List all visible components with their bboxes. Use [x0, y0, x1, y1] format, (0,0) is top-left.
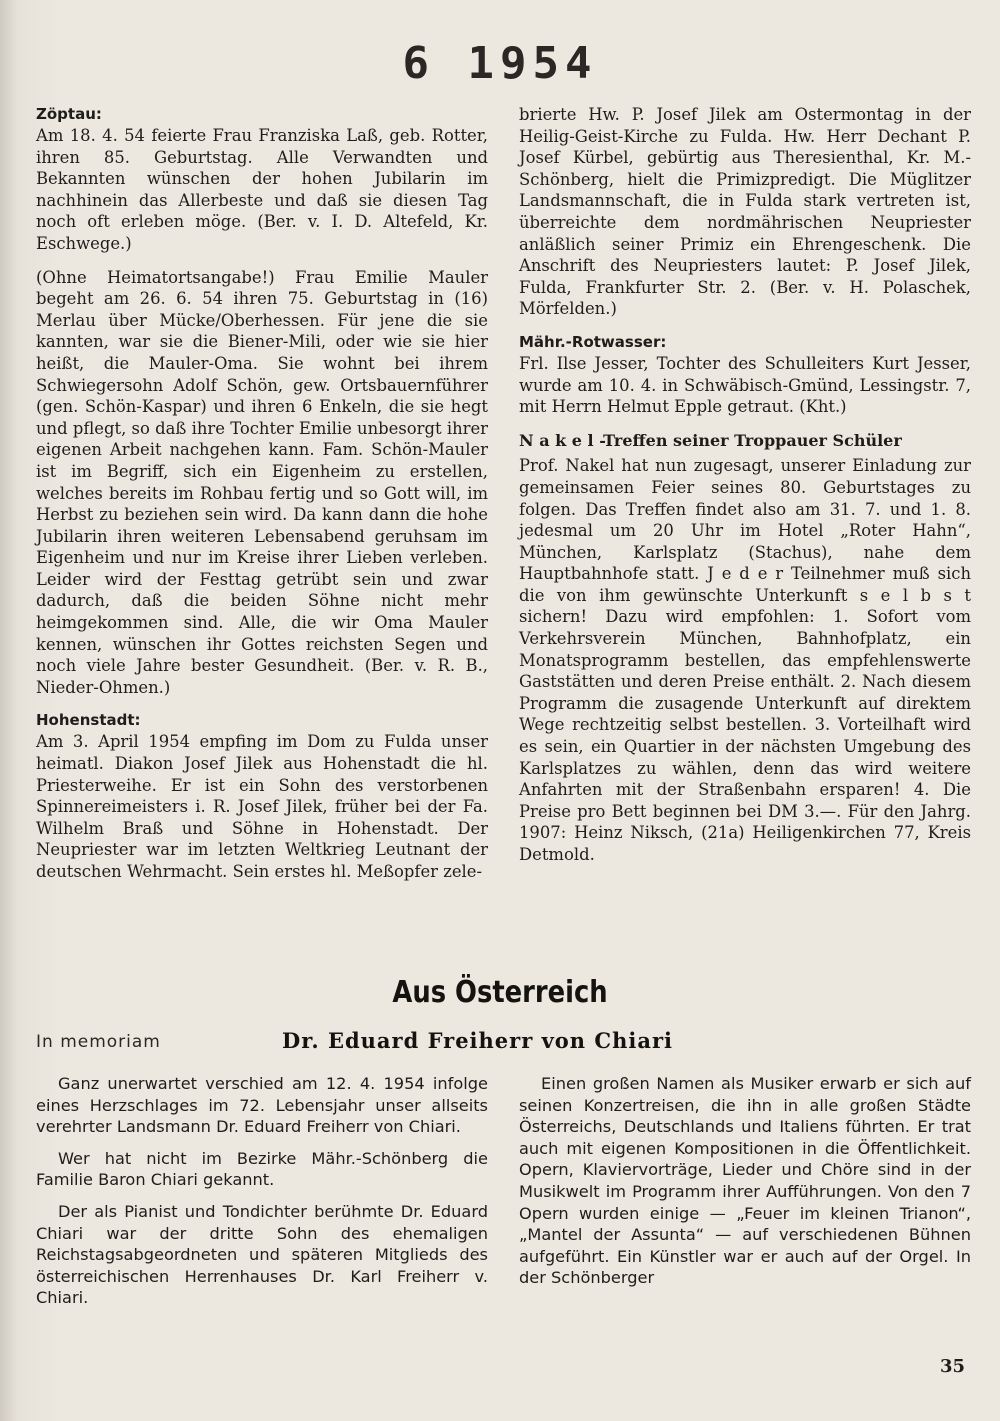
heading-nakel-treffen: N a k e l -Treffen seiner Troppauer Schüler	[519, 430, 902, 450]
left-column-bottom	[36, 1073, 488, 1319]
heading-rotwasser: Mähr.-Rotwasser:	[519, 332, 667, 351]
in-memoriam-label: In memoriam	[36, 1032, 161, 1052]
issue-number: 6 1954	[402, 38, 598, 89]
paragraph-mauler: (Ohne Heimatortsangabe!) Frau Emilie Mauler begeht am 26. 6. 54 ihren 75. Geburtstag in (16) Merlau über Mücke/Oberhessen. Für jene die sie kannten, war sie die Biener-Mili, oder wie sie hier heißt, die Mauler-Oma. Sie wohnt bei ihrem Schwiegersohn Adolf Schön, gew. Ortsbauernführer (gen. Schön-Kaspar) und ihren 6 Enkeln, die sie hegt und pflegt, so daß ihre Tochter Emilie unbesorgt ihrer eigenen Arbeit nachgehen kann. Fam. Schön-Mauler ist im Begriff, sich ein Eigenheim zu erstellen, welches bereits im Rohbau fertig und so Gott will, im Herbst zu beziehen sein wird. Da kann dann die hohe Jubilarin ihren weiteren Lebensabend geruhsam im Eigenheim und nur im Kreise ihrer Lieben verleben. Leider wird der Festtag getrübt sein und zwar dadurch, daß die beiden Söhne nicht mehr heimgekommen sind. Alle, die wir Oma Mauler kennen, wünschen ihr Gottes reichsten Segen und noch viele Jahre bester Gesundheit. (Ber. v. R. B., Nieder-Ohmen.)	[36, 267, 488, 697]
obit-paragraph-2: Wer hat nicht im Bezirke Mähr.-Schönberg die Familie Baron Chiari gekannt.	[36, 1148, 488, 1190]
left-column-top	[36, 104, 488, 895]
paragraph-jilek: Am 3. April 1954 empfing im Dom zu Fulda unser heimatl. Diakon Josef Jilek aus Hohenstadt die hl. Priesterweihe. Er ist ein Sohn des verstorbenen Spinnereimeisters i. R. Josef Jilek, früher bei der Fa. Wilhelm Braß und Söhne in Hohenstadt. Der Neupriester war im letzten Weltkrieg Leutnant der deutschen Wehrmacht. Sein erstes hl. Meßopfer zele-	[36, 732, 488, 881]
obituary-title: Dr. Eduard Freiherr von Chiari	[282, 1028, 673, 1053]
paragraph-nakel: Prof. Nakel hat nun zugesagt, unserer Einladung zur gemeinsamen Feier seines 80. Geburtstages zu folgen. Das Treffen findet also am 31. 7. und 1. 8. jedesmal um 20 Uhr im Hotel „Roter Hahn“, München, Karlsplatz (Stachus), nahe dem Hauptbahnhofe statt. J e d e r Teilnehmer muß sich die von ihm gewünschte Unterkunft s e l b s t sichern! Dazu wird empfohlen: 1. Sofort vom Verkehrsverein München, Bahnhofplatz, ein Monatsprogramm bestellen, das empfehlenswerte Gaststätten und deren Preise enthält. 2. Nach diesem Programm die zusagende Unterkunft auf direktem Wege rechtzeitig selbst bestellen. 3. Vorteilhaft wird es sein, ein Quartier in der nächsten Umgebung des Karlsplatzes zu wählen, denn das wird weitere Anfahrten mit der Straßenbahn ersparen! 4. Die Preise pro Bett beginnen bei DM 3.—. Für den Jahrg. 1907: Heinz Niksch, (21a) Heiligenkirchen 77, Kreis Detmold.	[519, 456, 971, 864]
heading-hohenstadt: Hohenstadt:	[36, 711, 141, 730]
obit-paragraph-3: Der als Pianist und Tondichter berühmte Dr. Eduard Chiari war der dritte Sohn des ehemaligen Reichstagsabgeordneten und späteren Mitglieds des österreichischen Herrenhauses Dr. Karl Freiherr v. Chiari.	[36, 1201, 488, 1308]
paragraph-lass: Am 18. 4. 54 feierte Frau Franziska Laß, geb. Rotter, ihren 85. Geburtstag. Alle Verwandten und Bekannten wünschen der hohen Jubilarin im nachhinein das Allerbeste und daß sie diesen Tag noch oft erleben möge. (Ber. v. I. D. Altefeld, Kr. Eschwege.)	[36, 126, 488, 253]
paragraph-jilek-continued: brierte Hw. P. Josef Jilek am Ostermontag in der Heilig-Geist-Kirche zu Fulda. Hw. Herr Dechant P. Josef Kürbel, gebürtig aus Theresienthal, Kr. M.-Schönberg, hielt die Primizpredigt. Die Müglitzer Landsmannschaft, die in Fulda stark vertreten ist, überreichte dem nordmährischen Neupriester anläßlich seiner Primiz ein Ehrengeschenk. Die Anschrift des Neupriesters lautet: P. Josef Jilek, Fulda, Frankfurter Str. 2. (Ber. v. H. Polaschek, Mörfelden.)	[519, 105, 971, 319]
obit-paragraph-4: Einen großen Namen als Musiker erwarb er sich auf seinen Konzertreisen, die ihn in alle großen Städte Österreichs, Deutschlands und Italiens führten. Er trat auch mit eigenen Kompositionen in die Öffentlichkeit. Opern, Klaviervorträge, Lieder und Chöre sind in der Musikwelt im Programm ihrer Aufführungen. Von den 7 Opern wurden einige — „Feuer im kleinen Trianon“, „Mantel der Assunta“ — auf verschiedenen Bühnen aufgeführt. Ein Künstler war er auch auf der Orgel. In der Schönberger	[519, 1074, 971, 1288]
right-column-bottom	[519, 1073, 971, 1299]
obit-paragraph-1: Ganz unerwartet verschied am 12. 4. 1954 infolge eines Herzschlages im 72. Lebensjahr unser allseits verehrter Landsmann Dr. Eduard Freiherr von Chiari.	[36, 1074, 488, 1137]
paragraph-jesser: Frl. Ilse Jesser, Tochter des Schulleiters Kurt Jesser, wurde am 10. 4. in Schwäbisch-Gmünd, Lessingstr. 7, mit Herrn Helmut Epple getraut. (Kht.)	[519, 353, 971, 417]
heading-zoeptau: Zöptau:	[36, 105, 102, 123]
page-number: 35	[940, 1356, 966, 1377]
right-column-top	[519, 104, 971, 878]
section-title-austria: Aus Österreich	[392, 975, 608, 1010]
